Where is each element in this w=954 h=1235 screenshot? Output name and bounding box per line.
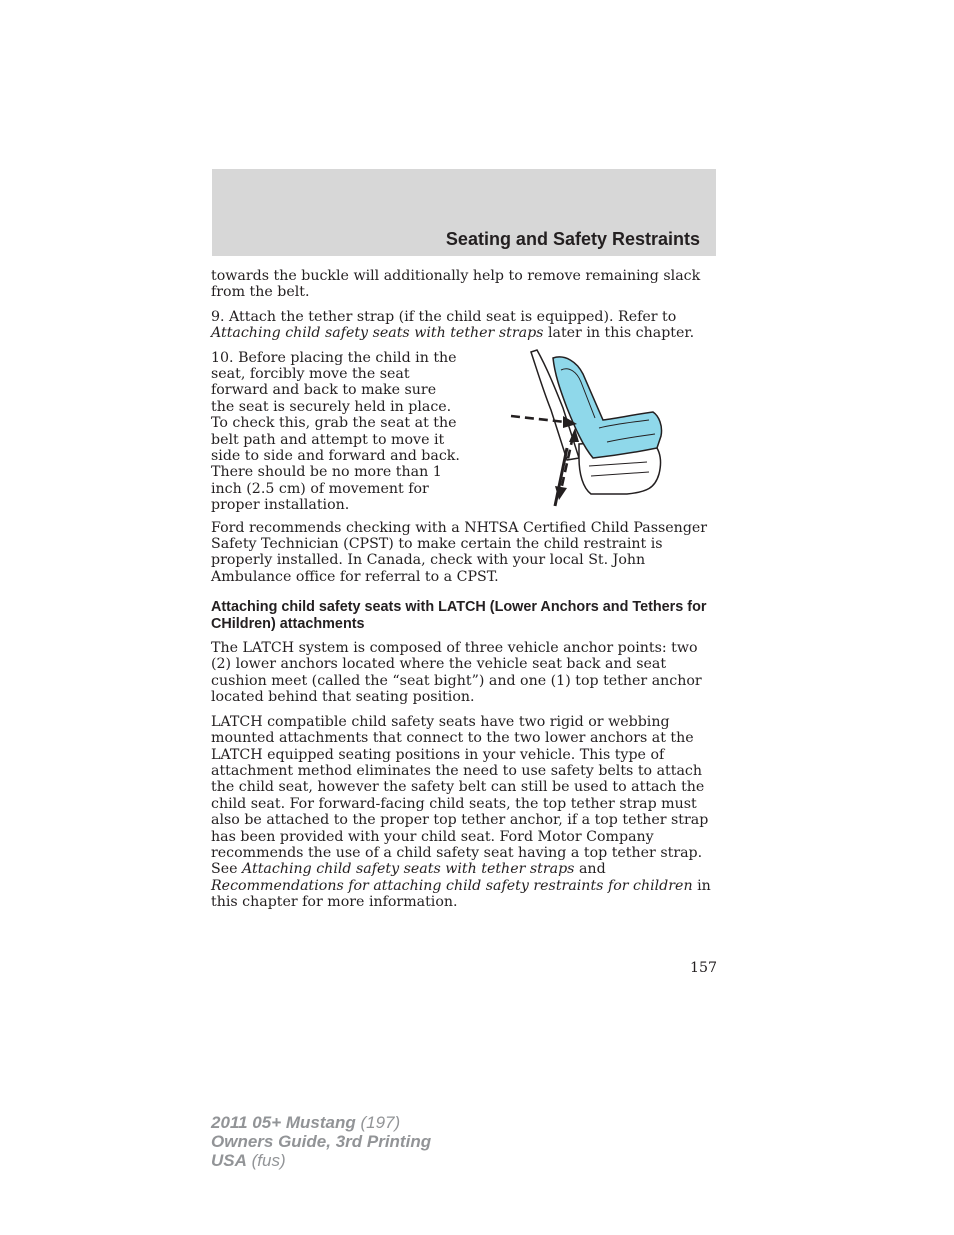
section-header-band [212,169,716,256]
cross-reference-tether-2: Attaching child safety seats with tether straps [242,861,575,878]
document-footer [211,1113,431,1170]
footer-line-3: USA (fus) [211,1151,286,1170]
paragraph-latch-system: The LATCH system is composed of three vehicle anchor points: two (2) lower anchors located where the vehicle seat back and seat cushion meet (called the “seat bight”) and one (1) top tether anchor located behind that seating position. [211,640,702,706]
footer-line-2: Owners Guide, 3rd Printing [211,1132,432,1151]
step-10-block [211,350,717,520]
child-seat-illustration [507,348,671,508]
paragraph-cpst: Ford recommends checking with a NHTSA Certified Child Passenger Safety Technician (CPST) to make certain the child restraint is properly installed. In Canada, check with your local St. John Ambulance office for referral to a CPST. [211,519,708,585]
cross-reference-recommendations: Recommendations for attaching child safety restraints for children [211,877,693,894]
page-content [211,268,717,919]
cross-reference-tether: Attaching child safety seats with tether straps [211,325,544,342]
section-title: Seating and Safety Restraints [445,229,700,249]
latch-subheading: Attaching child safety seats with LATCH (Lower Anchors and Tethers for CHildren) attachments [211,599,707,632]
page-number: 157 [690,960,718,976]
paragraph-slack: towards the buckle will additionally help to remove remaining slack from the belt. [211,268,701,301]
paragraph-step-9: 9. Attach the tether strap (if the child seat is equipped). Refer to Attaching child safety seats with tether straps later in this chapter. [211,308,695,342]
footer-line-1: 2011 05+ Mustang (197) [211,1113,401,1132]
paragraph-latch-compatible: LATCH compatible child safety seats have two rigid or webbing mounted attachments that connect to the two lower anchors at the LATCH equipped seating positions in your vehicle. This type of attachment method eliminates the need to use safety belts to attach the child seat, however the safety belt can still be used to attach the child seat. For forward-facing child seats, the top tether strap must also be attached to the proper top tether anchor, if a top tether strap has been provided with your child seat. Ford Motor Company recommends the use of a child safety seat having a top tether strap. See Attaching child safety seats with tether straps and Recommendations for attaching child safety restraints for children in this chapter for more information. [211,713,711,911]
paragraph-step-10: 10. Before placing the child in the seat, forcibly move the seat forward and back to make sure the seat is securely held in place. To check this, grab the seat at the belt path and attempt to move it side to side and forward and back. There should be no more than 1 inch (2.5 cm) of movement for proper installation. [211,349,460,514]
